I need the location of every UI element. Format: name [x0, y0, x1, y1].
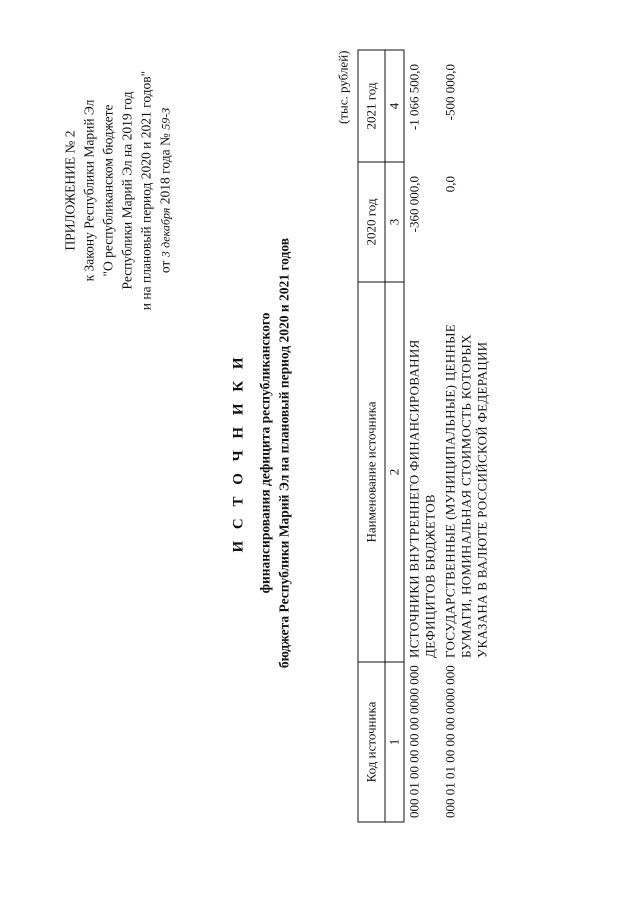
row-code: 000 01 01 00 00 00 0000 000 — [442, 664, 457, 818]
header-2020: 2020 год — [358, 162, 385, 282]
row-value-2021: -500 000,0 — [442, 63, 457, 120]
column-number: 2 — [385, 282, 404, 662]
table-header-row — [358, 50, 385, 822]
row-value-2021: -1 066 500,0 — [406, 63, 421, 130]
table-row — [404, 50, 441, 822]
document-title — [230, 0, 293, 905]
row-name: ГОСУДАРСТВЕННЫЕ (МУНИЦИПАЛЬНЫЕ) ЦЕННЫЕ БУМАГИ, НОМИНАЛЬНАЯ СТОИМОСТЬ КОТОРЫХ УКАЗАНА В ВАЛЮТЕ РОССИЙСКОЙ ФЕДЕРАЦИИ — [442, 323, 489, 658]
sources-table — [357, 49, 492, 822]
appendix-line: ПРИЛОЖЕНИЕ № 2 — [62, 129, 77, 251]
date-year: 2018 года № — [157, 132, 172, 204]
row-name: ИСТОЧНИКИ ВНУТРЕННЕГО ФИНАНСИРОВАНИЯ ДЕФИЦИТОВ БЮДЖЕТОВ — [406, 339, 437, 658]
table-row — [440, 50, 492, 822]
column-number: 4 — [385, 50, 404, 162]
row-value-2020: 0,0 — [442, 175, 457, 192]
row-value-2020: -360 000,0 — [406, 175, 421, 232]
title-line-2: финансирования дефицита республиканского — [257, 312, 272, 593]
header-code: Код источника — [358, 662, 385, 822]
appendix-line: Республики Марий Эл на 2019 год — [119, 91, 134, 289]
date-prefix: от — [157, 260, 172, 273]
law-number: 59-З — [158, 107, 172, 130]
column-number-row — [385, 50, 404, 822]
date-day: 3 — [158, 250, 172, 257]
header-name: Наименование источника — [358, 282, 385, 662]
units-label: (тыс. рублей) — [335, 50, 350, 124]
appendix-block — [60, 40, 175, 340]
column-number: 3 — [385, 162, 404, 282]
column-number: 1 — [385, 662, 404, 822]
header-2021: 2021 год — [358, 50, 385, 162]
appendix-line: к Закону Республики Марий Эл — [81, 99, 96, 281]
appendix-date-line — [155, 40, 175, 340]
date-month: декабря — [158, 207, 172, 248]
title-line-3: бюджета Республики Марий Эл на плановый период 2020 и 2021 годов — [276, 237, 291, 668]
appendix-line: и на плановый период 2020 и 2021 годов" — [138, 70, 153, 310]
row-code: 000 01 00 00 00 00 0000 000 — [406, 664, 421, 818]
title-heading: И С Т О Ч Н И К И — [230, 352, 246, 553]
appendix-line: "О республиканском бюджете — [100, 104, 115, 277]
